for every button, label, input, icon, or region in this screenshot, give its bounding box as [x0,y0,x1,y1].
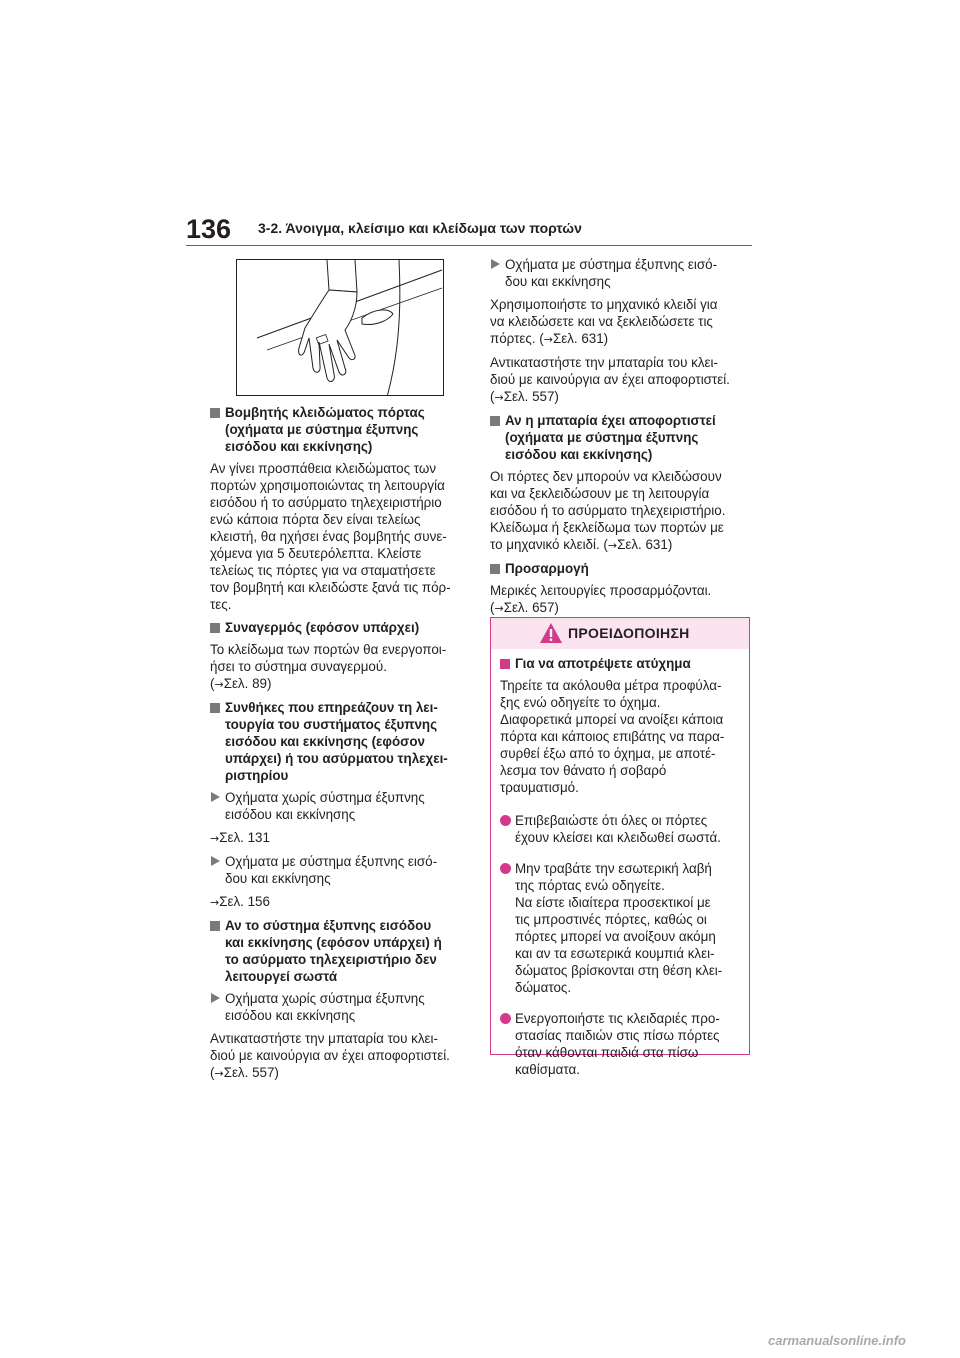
arrow-icon: → [494,602,504,615]
circle-bullet-icon [500,863,511,874]
warning-bullet: Επιβεβαιώστε ότι όλες οι πόρτες έχουν κλείσει και κλειδωθεί σωστά. [500,812,741,846]
circle-bullet-icon [500,1013,511,1024]
triangle-bullet-icon [211,792,220,802]
page-number: 136 [186,214,232,244]
warning-title: ΠΡΟΕΙΔΟΠΟΙΗΣΗ [568,625,690,641]
subitem-without-smart-entry: Οχήματα χωρίς σύστημα έξυπνης εισόδου και εκκίνησης [210,789,470,823]
paragraph-battery-depleted: Οι πόρτες δεν μπορούν να κλειδώσουν και να ξεκλειδώσουν με τη λειτουργία εισόδου ή το ασύρματο τηλεχειριστήριο. Κλείδωμα ή ξεκλείδωμα των πορτών με το μηχανικό κλειδί. (→Σελ. 631) [490,469,726,552]
subitem-with-smart-entry: Οχήματα με σύστημα έξυπνης εισό- δου και εκκίνησης [210,853,470,887]
paragraph-alarm: Το κλείδωμα των πορτών θα ενεργοποι- ήσει το σύστημα συναγερμού. (→Σελ. 89) [210,642,447,691]
door-handle-illustration [236,259,444,396]
page-reference-link[interactable]: Σελ. 557) [223,1065,279,1080]
square-bullet-icon [210,921,220,931]
paragraph-buzzer: Αν γίνει προσπάθεια κλειδώματος των πορτών χρησιμοποιώντας τη λειτουργία εισόδου ή το ασύρματο τηλεχειριστήριο ενώ κάποια πόρτα δεν είναι τελείως κλειστή, θα ηχήσει ένας βομβητής συνε- χόμενα για 5 δευτερόλεπτα. Κλείστε τελείως τις πόρτες για να σταματήσετε τον βομβητή και κλειδώστε ξανά τις πόρ- τες. [210,461,451,612]
page-reference-link[interactable]: Σελ. 657) [503,600,559,615]
heading-malfunction: Αν το σύστημα έξυπνης εισόδου και εκκίνησης (εφόσον υπάρχει) ή το ασύρματο τηλεχειριστήριο δεν λειτουργεί σωστά [210,917,470,985]
page-reference-link[interactable]: Σελ. 557) [503,389,559,404]
page-reference-link[interactable]: Σελ. 156 [219,894,270,909]
page-reference-link[interactable]: Σελ. 89) [223,676,272,691]
hand-on-door-handle-drawing [237,260,444,396]
heading-battery-depleted: Αν η μπαταρία έχει αποφορτιστεί (οχήματα με σύστημα έξυπνης εισόδου και εκκίνησης) [490,412,752,463]
square-bullet-icon [490,416,500,426]
chapter-title: 3-2. Άνοιγμα, κλείσιμο και κλείδωμα των πορτών [258,220,582,236]
paragraph-mechanical-key: Χρησιμοποιήστε το μηχανικό κλειδί για να κλειδώσετε και να ξεκλειδώσετε τις πόρτες. (→Σελ. 631) [490,297,718,346]
heading-customization: Προσαρμογή [490,560,752,577]
warning-bullet: Ενεργοποιήστε τις κλειδαριές προ- στασίας παιδιών στις πίσω πόρτες όταν κάθονται παιδιά στα πίσω καθίσματα. [500,1010,741,1078]
warning-heading: Για να αποτρέψετε ατύχημα [500,655,741,672]
triangle-bullet-icon [491,259,500,269]
square-bullet-icon [490,564,500,574]
watermark-brand: carmanualsonline.info [768,1333,906,1348]
paragraph-customization: Μερικές λειτουργίες προσαρμόζονται. (→Σελ. 657) [490,583,712,615]
arrow-icon: → [494,391,504,404]
triangle-bullet-icon [211,856,220,866]
page-reference-link[interactable]: Σελ. 631) [552,331,609,346]
reference-line [210,893,470,911]
heading-alarm: Συναγερμός (εφόσον υπάρχει) [210,619,470,636]
square-bullet-icon [210,623,220,633]
circle-bullet-icon [500,815,511,826]
paragraph-replace-battery: Αντικαταστήστε την μπαταρία του κλει- διού με καινούργια αν έχει αποφορτιστεί. (→Σελ. 557) [210,1031,450,1080]
subitem-without-smart-entry: Οχήματα χωρίς σύστημα έξυπνης εισόδου και εκκίνησης [210,990,470,1024]
arrow-icon: → [214,1067,224,1080]
header-divider [186,245,752,246]
right-column [490,256,752,623]
paragraph-replace-battery: Αντικαταστήστε την μπαταρία του κλει- διού με καινούργια αν έχει αποφορτιστεί. (→Σελ. 557) [490,355,730,404]
arrow-icon: → [210,832,220,845]
square-bullet-icon [500,659,510,669]
warning-body [491,649,749,1078]
warning-triangle-icon [539,622,563,649]
heading-conditions: Συνθήκες που επηρεάζουν τη λει- τουργία του συστήματος έξυπνης εισόδου και εκκίνησης (εφόσον υπάρχει) ή του ασύρματου τηλεχει- ριστηρίου [210,699,470,784]
warning-bullet: Μην τραβάτε την εσωτερική λαβή της πόρτας ενώ οδηγείτε. Να είστε ιδιαίτερα προσεκτικοί με τις μπροστινές πόρτες, καθώς οι πόρτες μπορεί να ανοίξουν ακόμη και αν τα εσωτερικά κουμπιά κλει- δώματος βρίσκονται στη θέση κλει- δώματος. [500,860,741,996]
triangle-bullet-icon [211,993,220,1003]
arrow-icon: → [214,678,224,691]
page-reference-link[interactable]: Σελ. 131 [219,830,270,845]
warning-box [490,617,750,1077]
heading-door-lock-buzzer: Βομβητής κλειδώματος πόρτας (οχήματα με σύστημα έξυπνης εισόδου και εκκίνησης) [210,404,470,455]
warning-header [491,618,749,649]
square-bullet-icon [210,703,220,713]
warning-intro: Τηρείτε τα ακόλουθα μέτρα προφύλα- ξης ενώ οδηγείτε το όχημα. Διαφορετικά μπορεί να ανοίξει κάποια πόρτα και κάποιος επιβάτης να παρα- συρθεί έξω από το όχημα, με αποτέ- λεσμα τον θάνατο ή σοβαρό τραυματισμό. [500,678,725,795]
subitem-with-smart-entry: Οχήματα με σύστημα έξυπνης εισό- δου και εκκίνησης [490,256,752,290]
arrow-icon: → [607,539,618,552]
square-bullet-icon [210,408,220,418]
left-column [210,404,470,1088]
page-reference-link[interactable]: Σελ. 631) [617,537,673,552]
arrow-icon: → [210,896,220,909]
reference-line [210,829,470,847]
arrow-icon: → [543,333,553,346]
